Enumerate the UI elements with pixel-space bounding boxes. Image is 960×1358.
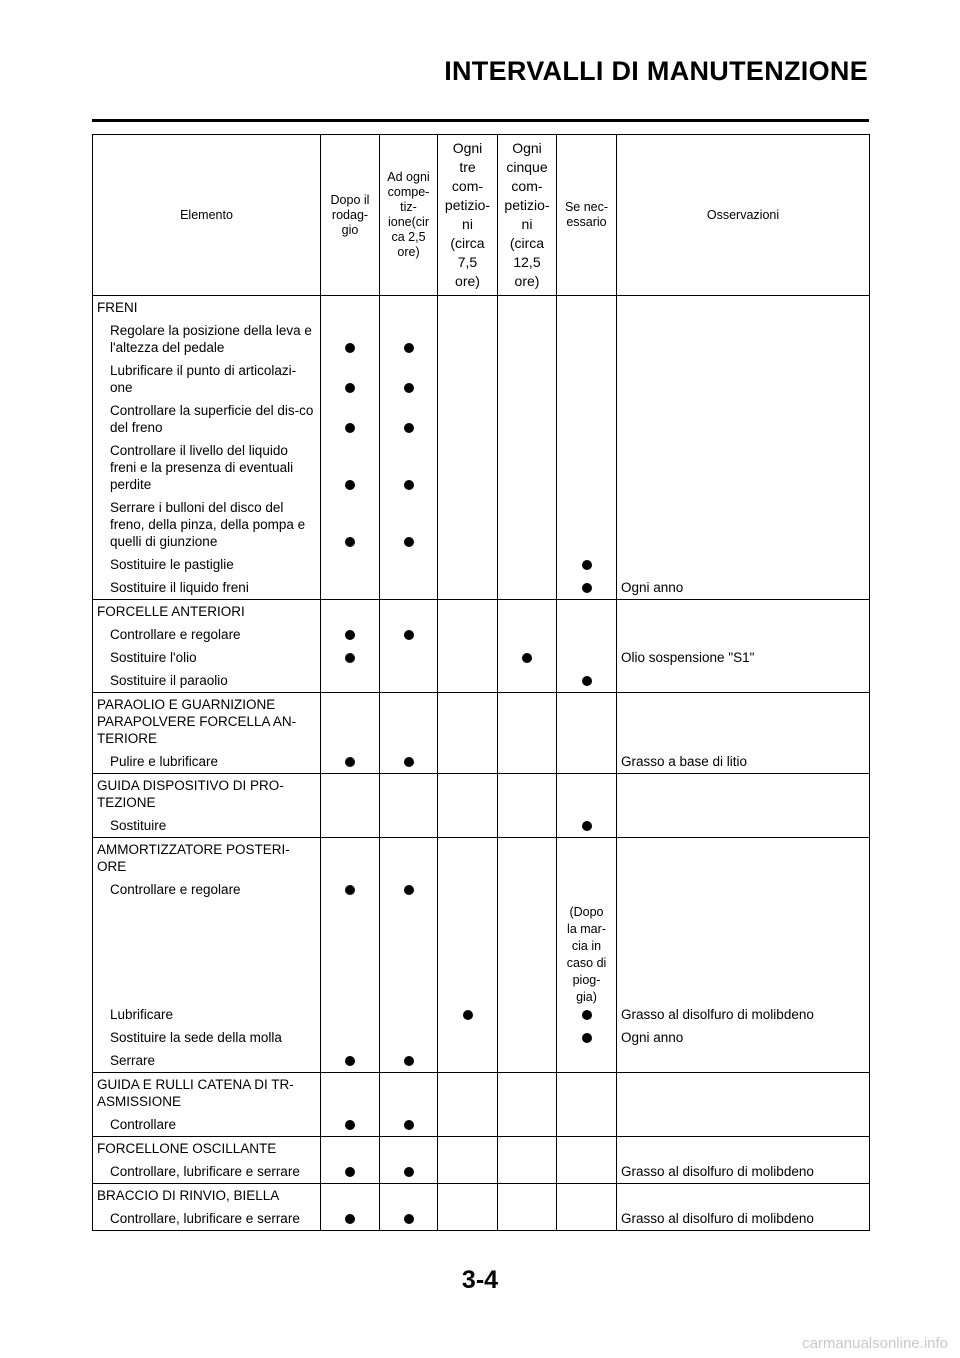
interval-cell xyxy=(557,399,617,439)
bullet-icon xyxy=(345,630,355,640)
empty-cell xyxy=(498,693,557,751)
interval-cell xyxy=(438,553,498,576)
empty-cell xyxy=(498,1184,557,1208)
section-title: FORCELLONE OSCILLANTE xyxy=(93,1137,321,1161)
header-dopo-rodaggio xyxy=(321,135,380,296)
empty-cell xyxy=(321,296,380,320)
empty-cell xyxy=(617,1137,870,1161)
item-label: Sostituire il liquido freni xyxy=(93,576,321,600)
interval-cell xyxy=(557,496,617,553)
header-line: rodag- xyxy=(331,207,369,222)
interval-cell xyxy=(498,750,557,774)
item-note xyxy=(617,399,870,439)
header-line: ni xyxy=(521,216,533,232)
interval-cell xyxy=(498,1207,557,1231)
bullet-icon xyxy=(404,1214,414,1224)
header-line: ore) xyxy=(514,273,540,289)
table-row xyxy=(93,1049,870,1073)
item-label: Serrare i bulloni del disco del freno, della pinza, della pompa e quelli di giunzione xyxy=(93,496,321,553)
empty-cell xyxy=(557,1073,617,1114)
section-row xyxy=(93,838,870,879)
bullet-icon xyxy=(345,1056,355,1066)
header-tre-competizioni-text xyxy=(445,139,490,291)
interval-cell xyxy=(498,359,557,399)
header-se-necessario xyxy=(557,135,617,296)
bullet-icon xyxy=(345,383,355,393)
interval-cell xyxy=(321,646,380,669)
empty-cell xyxy=(438,296,498,320)
interval-cell xyxy=(498,319,557,359)
section-title: BRACCIO DI RINVIO, BIELLA xyxy=(93,1184,321,1208)
section-title: FRENI xyxy=(93,296,321,320)
interval-cell xyxy=(321,750,380,774)
bullet-icon xyxy=(345,653,355,663)
interval-cell xyxy=(438,901,498,1026)
empty-cell xyxy=(321,1184,380,1208)
bullet-icon xyxy=(404,383,414,393)
header-line: 7,5 xyxy=(457,254,478,270)
empty-cell xyxy=(321,693,380,751)
interval-cell xyxy=(438,750,498,774)
item-label: Sostituire il paraolio xyxy=(93,669,321,693)
section-row xyxy=(93,774,870,815)
empty-cell xyxy=(380,1073,438,1114)
interval-cell xyxy=(380,646,438,669)
interval-cell xyxy=(498,623,557,646)
item-note: Grasso al disolfuro di molibdeno xyxy=(617,1160,870,1184)
item-note: Ogni anno xyxy=(617,576,870,600)
bullet-icon xyxy=(582,676,592,686)
item-label: Sostituire le pastiglie xyxy=(93,553,321,576)
interval-cell xyxy=(380,496,438,553)
table-row xyxy=(93,669,870,693)
empty-cell xyxy=(498,774,557,815)
header-line: tiz- xyxy=(400,200,417,214)
empty-cell xyxy=(498,838,557,879)
interval-cell xyxy=(557,814,617,838)
interval-cell xyxy=(321,623,380,646)
empty-cell xyxy=(617,774,870,815)
interval-condition: (Dopo la mar-cia in caso di piog-gia) xyxy=(566,905,607,1004)
item-note: Grasso a base di litio xyxy=(617,750,870,774)
interval-cell xyxy=(438,814,498,838)
interval-cell xyxy=(498,576,557,600)
empty-cell xyxy=(438,1184,498,1208)
header-line: Ogni xyxy=(512,140,542,156)
page-number: 3-4 xyxy=(461,1266,499,1294)
item-label: Sostituire l'olio xyxy=(93,646,321,669)
bullet-icon xyxy=(582,821,592,831)
item-label: Serrare xyxy=(93,1049,321,1073)
interval-cell xyxy=(380,750,438,774)
header-se-necessario-text xyxy=(565,200,608,230)
item-label: Pulire e lubrificare xyxy=(93,750,321,774)
interval-cell xyxy=(321,1026,380,1049)
table-row xyxy=(93,496,870,553)
bullet-icon xyxy=(345,757,355,767)
item-note xyxy=(617,669,870,693)
interval-cell xyxy=(438,1026,498,1049)
item-note: Ogni anno xyxy=(617,1026,870,1049)
interval-cell xyxy=(380,553,438,576)
interval-cell xyxy=(438,1113,498,1137)
header-line: (circa xyxy=(509,235,545,251)
header-line: tre xyxy=(459,159,476,175)
item-note xyxy=(617,553,870,576)
interval-cell xyxy=(438,496,498,553)
interval-cell xyxy=(380,814,438,838)
header-elemento: Elemento xyxy=(93,135,321,296)
bullet-icon xyxy=(582,560,592,570)
section-row xyxy=(93,1073,870,1114)
empty-cell xyxy=(557,1184,617,1208)
interval-cell xyxy=(321,669,380,693)
interval-cell xyxy=(321,1049,380,1073)
item-label: Controllare, lubrificare e serrare xyxy=(93,1160,321,1184)
bullet-icon xyxy=(582,583,592,593)
section-title: PARAOLIO E GUARNIZIONE PARAPOLVERE FORCELLA AN-TERIORE xyxy=(93,693,321,751)
header-line: Ad ogni xyxy=(387,170,430,184)
empty-cell xyxy=(617,693,870,751)
empty-cell xyxy=(498,296,557,320)
item-note xyxy=(617,623,870,646)
empty-cell xyxy=(617,600,870,624)
interval-cell xyxy=(438,576,498,600)
item-note xyxy=(617,359,870,399)
interval-cell xyxy=(321,814,380,838)
interval-cell xyxy=(438,359,498,399)
empty-cell xyxy=(438,693,498,751)
interval-cell xyxy=(438,1049,498,1073)
empty-cell xyxy=(557,774,617,815)
table-row xyxy=(93,750,870,774)
interval-cell xyxy=(321,878,380,901)
interval-cell xyxy=(321,359,380,399)
header-line: cinque xyxy=(506,159,548,175)
header-row xyxy=(93,135,870,296)
table-row xyxy=(93,878,870,901)
header-line: ca 2,5 xyxy=(391,230,426,244)
header-line: com- xyxy=(451,178,484,194)
interval-cell xyxy=(498,553,557,576)
interval-cell xyxy=(557,646,617,669)
item-note: Grasso al disolfuro di molibdeno xyxy=(617,901,870,1026)
item-label: Controllare la superficie del dis-co del freno xyxy=(93,399,321,439)
header-line: ore) xyxy=(397,245,420,259)
empty-cell xyxy=(380,774,438,815)
interval-cell xyxy=(557,439,617,496)
table-row xyxy=(93,319,870,359)
interval-cell xyxy=(380,319,438,359)
header-line: petizio- xyxy=(444,197,491,213)
interval-cell xyxy=(438,646,498,669)
empty-cell xyxy=(380,1137,438,1161)
section-title: GUIDA E RULLI CATENA DI TR-ASMISSIONE xyxy=(93,1073,321,1114)
table-row xyxy=(93,553,870,576)
empty-cell xyxy=(321,1073,380,1114)
item-label: Regolare la posizione della leva e l'altezza del pedale xyxy=(93,319,321,359)
empty-cell xyxy=(380,838,438,879)
bullet-icon xyxy=(404,1120,414,1130)
item-note xyxy=(617,1049,870,1073)
interval-cell xyxy=(557,878,617,901)
header-osservazioni: Osservazioni xyxy=(617,135,870,296)
header-line: Dopo il xyxy=(330,192,370,207)
item-note xyxy=(617,1113,870,1137)
empty-cell xyxy=(617,1184,870,1208)
bullet-icon xyxy=(404,1056,414,1066)
empty-cell xyxy=(498,1073,557,1114)
header-tre-competizioni xyxy=(438,135,498,296)
interval-cell xyxy=(380,1049,438,1073)
interval-cell xyxy=(321,576,380,600)
header-line: compe- xyxy=(387,185,430,199)
interval-cell xyxy=(321,399,380,439)
item-note: Grasso al disolfuro di molibdeno xyxy=(617,1207,870,1231)
interval-cell xyxy=(498,878,557,901)
watermark: carmanualsonline.info xyxy=(802,1335,948,1352)
interval-cell xyxy=(438,878,498,901)
empty-cell xyxy=(380,296,438,320)
interval-cell xyxy=(557,750,617,774)
interval-cell xyxy=(498,1026,557,1049)
interval-cell xyxy=(321,901,380,1026)
interval-cell xyxy=(380,1160,438,1184)
item-note xyxy=(617,439,870,496)
empty-cell xyxy=(557,693,617,751)
empty-cell xyxy=(438,1137,498,1161)
bullet-icon xyxy=(345,537,355,547)
bullet-icon xyxy=(404,1167,414,1177)
interval-cell xyxy=(557,1160,617,1184)
interval-cell xyxy=(498,496,557,553)
maintenance-table xyxy=(92,134,870,1231)
bullet-icon xyxy=(404,630,414,640)
table-body xyxy=(93,296,870,1231)
bullet-icon xyxy=(345,885,355,895)
bullet-icon xyxy=(345,1120,355,1130)
empty-cell xyxy=(617,1073,870,1114)
item-label: Controllare il livello del liquido freni e la presenza di eventuali perdite xyxy=(93,439,321,496)
empty-cell xyxy=(380,1184,438,1208)
interval-cell xyxy=(380,623,438,646)
interval-cell xyxy=(438,1207,498,1231)
bullet-icon xyxy=(345,423,355,433)
section-row xyxy=(93,296,870,320)
bullet-icon xyxy=(404,480,414,490)
table-row xyxy=(93,359,870,399)
interval-cell xyxy=(380,1207,438,1231)
interval-cell xyxy=(498,646,557,669)
interval-cell xyxy=(321,496,380,553)
interval-cell xyxy=(380,1113,438,1137)
interval-cell xyxy=(498,1049,557,1073)
interval-cell xyxy=(557,623,617,646)
section-row xyxy=(93,1184,870,1208)
interval-cell xyxy=(498,1113,557,1137)
interval-cell xyxy=(438,623,498,646)
bullet-icon xyxy=(345,480,355,490)
header-dopo-rodaggio-text xyxy=(331,193,370,238)
table-row xyxy=(93,1160,870,1184)
section-row xyxy=(93,693,870,751)
bullet-icon xyxy=(345,1167,355,1177)
interval-cell xyxy=(557,669,617,693)
empty-cell xyxy=(321,774,380,815)
header-line: ione(cir xyxy=(388,215,429,229)
item-label: Controllare e regolare xyxy=(93,878,321,901)
interval-cell xyxy=(557,901,617,1026)
empty-cell xyxy=(438,774,498,815)
item-label: Sostituire la sede della molla xyxy=(93,1026,321,1049)
interval-cell xyxy=(438,1160,498,1184)
interval-cell xyxy=(557,1207,617,1231)
empty-cell xyxy=(498,600,557,624)
interval-cell xyxy=(438,399,498,439)
interval-cell xyxy=(380,1026,438,1049)
section-row xyxy=(93,1137,870,1161)
header-line: petizio- xyxy=(504,197,550,213)
interval-cell xyxy=(498,814,557,838)
table-row xyxy=(93,1026,870,1049)
section-row xyxy=(93,600,870,624)
empty-cell xyxy=(380,693,438,751)
empty-cell xyxy=(617,296,870,320)
interval-cell xyxy=(321,319,380,359)
bullet-icon xyxy=(404,885,414,895)
item-label: Lubrificare il punto di articolazi-one xyxy=(93,359,321,399)
header-line: ni xyxy=(462,216,473,232)
interval-cell xyxy=(380,901,438,1026)
interval-cell xyxy=(380,576,438,600)
header-line: gio xyxy=(341,222,359,237)
empty-cell xyxy=(557,838,617,879)
header-cinque-competizioni xyxy=(498,135,557,296)
empty-cell xyxy=(321,838,380,879)
table-row xyxy=(93,576,870,600)
interval-cell xyxy=(438,319,498,359)
empty-cell xyxy=(321,600,380,624)
bullet-icon xyxy=(463,1010,473,1020)
section-title: GUIDA DISPOSITIVO DI PRO-TEZIONE xyxy=(93,774,321,815)
empty-cell xyxy=(380,600,438,624)
interval-cell xyxy=(321,1113,380,1137)
table-row xyxy=(93,1113,870,1137)
empty-cell xyxy=(321,1137,380,1161)
empty-cell xyxy=(617,838,870,879)
interval-cell xyxy=(380,359,438,399)
interval-cell xyxy=(498,669,557,693)
interval-cell xyxy=(438,669,498,693)
page-title: INTERVALLI DI MANUTENZIONE xyxy=(444,56,868,86)
header-line: Se nec- xyxy=(564,200,609,214)
header-ogni-competizione-text xyxy=(387,170,429,260)
empty-cell xyxy=(438,1073,498,1114)
header-line: Ogni xyxy=(452,140,483,156)
item-label: Sostituire xyxy=(93,814,321,838)
empty-cell xyxy=(498,1137,557,1161)
interval-cell xyxy=(321,439,380,496)
header-ogni-competizione xyxy=(380,135,438,296)
interval-cell xyxy=(557,359,617,399)
table-row xyxy=(93,814,870,838)
header-line: ore) xyxy=(455,273,480,289)
item-label: Controllare, lubrificare e serrare xyxy=(93,1207,321,1231)
bullet-icon xyxy=(345,1214,355,1224)
empty-cell xyxy=(557,296,617,320)
header-cinque-competizioni-text xyxy=(504,139,549,291)
interval-cell xyxy=(557,1113,617,1137)
item-label: Controllare xyxy=(93,1113,321,1137)
interval-cell xyxy=(498,439,557,496)
item-label: Lubrificare xyxy=(93,901,321,1026)
interval-cell xyxy=(557,1049,617,1073)
table-row xyxy=(93,399,870,439)
table-row xyxy=(93,1207,870,1231)
interval-cell xyxy=(321,1207,380,1231)
interval-cell xyxy=(498,1160,557,1184)
item-note xyxy=(617,878,870,901)
section-title: FORCELLE ANTERIORI xyxy=(93,600,321,624)
header-line: essario xyxy=(566,215,607,229)
interval-cell xyxy=(438,439,498,496)
interval-cell xyxy=(380,878,438,901)
interval-cell xyxy=(557,319,617,359)
header-line: com- xyxy=(511,178,543,194)
bullet-icon xyxy=(345,343,355,353)
interval-cell xyxy=(557,553,617,576)
item-note: Olio sospensione "S1" xyxy=(617,646,870,669)
item-label: Controllare e regolare xyxy=(93,623,321,646)
table-row xyxy=(93,901,870,1026)
item-note xyxy=(617,814,870,838)
header-line: (circa xyxy=(450,235,485,251)
interval-cell xyxy=(321,1160,380,1184)
bullet-icon xyxy=(582,1033,592,1043)
bullet-icon xyxy=(404,537,414,547)
empty-cell xyxy=(438,600,498,624)
bullet-icon xyxy=(404,757,414,767)
empty-cell xyxy=(438,838,498,879)
interval-cell xyxy=(557,576,617,600)
item-note xyxy=(617,496,870,553)
bullet-icon xyxy=(582,1010,592,1020)
interval-cell xyxy=(498,399,557,439)
table-row xyxy=(93,646,870,669)
table-row xyxy=(93,439,870,496)
interval-cell xyxy=(380,439,438,496)
interval-cell xyxy=(380,399,438,439)
title-rule xyxy=(92,119,869,122)
interval-cell xyxy=(557,1026,617,1049)
bullet-icon xyxy=(404,423,414,433)
header-line: 12,5 xyxy=(513,254,541,270)
bullet-icon xyxy=(522,653,532,663)
empty-cell xyxy=(557,1137,617,1161)
interval-cell xyxy=(380,669,438,693)
bullet-icon xyxy=(404,343,414,353)
interval-cell xyxy=(321,553,380,576)
table-row xyxy=(93,623,870,646)
item-note xyxy=(617,319,870,359)
interval-cell xyxy=(498,901,557,1026)
empty-cell xyxy=(557,600,617,624)
section-title: AMMORTIZZATORE POSTERI-ORE xyxy=(93,838,321,879)
